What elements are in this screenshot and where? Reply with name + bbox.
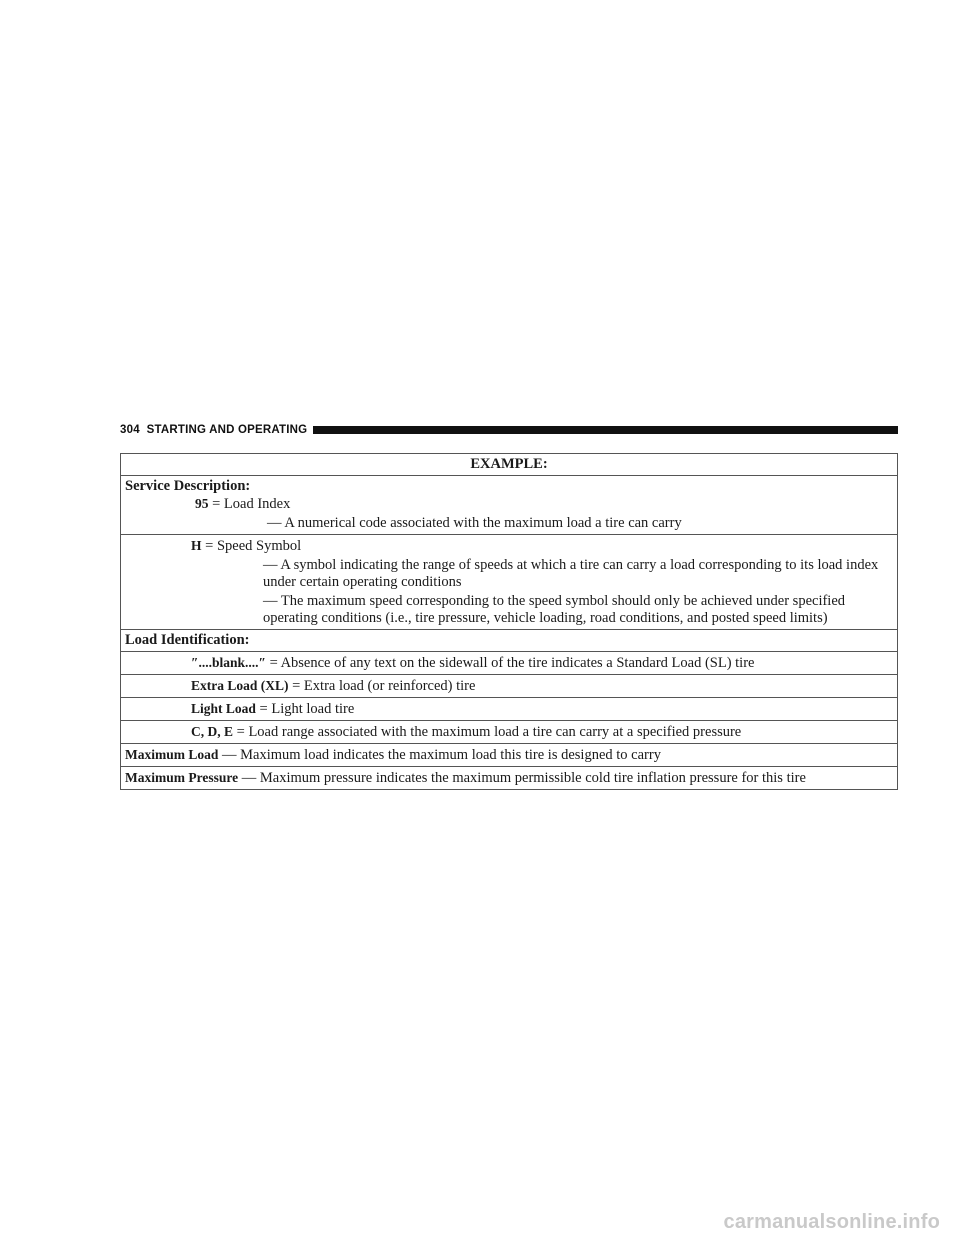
- maximum-load-text: — Maximum load indicates the maximum load this tire is designed to carry: [222, 747, 661, 763]
- page-header: [120, 421, 898, 439]
- load-id-range-cell: [121, 721, 898, 744]
- maximum-load-row: [121, 744, 898, 767]
- speed-symbol-note-2: — The maximum speed corresponding to the speed symbol should only be achieved under specified operating conditions (i.e., tire pressure, vehicle loading, road conditions, and posted speed limits): [263, 593, 846, 626]
- service-description-row: [121, 476, 898, 535]
- speed-symbol-cell: [121, 535, 898, 630]
- load-id-blank-cell: [121, 652, 898, 675]
- load-id-term: C, D, E: [191, 724, 234, 739]
- table-row: [121, 675, 898, 698]
- load-id-text: = Absence of any text on the sidewall of the tire indicates a Standard Load (SL) tire: [269, 655, 755, 671]
- maximum-pressure-term: Maximum Pressure: [125, 770, 239, 785]
- load-id-term: ″....blank....″: [191, 655, 266, 670]
- load-identification-cell: [121, 630, 898, 652]
- maximum-load-cell: [121, 744, 898, 767]
- section-title: STARTING AND OPERATING: [146, 424, 308, 436]
- speed-symbol-entry: [191, 537, 893, 555]
- table-header: EXAMPLE:: [121, 454, 898, 476]
- service-description-cell: [121, 476, 898, 535]
- speed-symbol-text: = Speed Symbol: [205, 538, 302, 554]
- load-index-note: — A numerical code associated with the maximum load a tire can carry: [267, 515, 682, 531]
- load-identification-row: [121, 630, 898, 652]
- load-id-text: = Load range associated with the maximum load a tire can carry at a specified pressure: [236, 724, 742, 740]
- load-index-code: 95: [195, 496, 209, 511]
- load-id-term: Light Load: [191, 701, 256, 716]
- table-row: [121, 652, 898, 675]
- load-id-text: = Light load tire: [259, 701, 355, 717]
- table-header-row: [121, 454, 898, 476]
- maximum-pressure-text: — Maximum pressure indicates the maximum permissible cold tire inflation pressure for this tire: [241, 770, 806, 786]
- tire-spec-table: [120, 453, 898, 790]
- table-row: [121, 721, 898, 744]
- load-id-text: = Extra load (or reinforced) tire: [292, 678, 476, 694]
- maximum-pressure-row: [121, 767, 898, 790]
- load-id-xl-cell: [121, 675, 898, 698]
- service-description-label: Service Description:: [125, 478, 251, 494]
- load-index-entry: [125, 495, 893, 513]
- maximum-pressure-cell: [121, 767, 898, 790]
- page-number: 304: [120, 424, 140, 436]
- table-row: [121, 698, 898, 721]
- maximum-load-term: Maximum Load: [125, 747, 219, 762]
- load-index-text: = Load Index: [212, 496, 291, 512]
- speed-symbol-code: H: [191, 538, 202, 553]
- page-footer: [0, 1200, 960, 1242]
- load-id-light-cell: [121, 698, 898, 721]
- page-header-text: [120, 424, 307, 436]
- watermark-text[interactable]: carmanualsonline.info: [723, 1211, 940, 1233]
- speed-symbol-note-1: — A symbol indicating the range of speeds at which a tire can carry a load corresponding to its load index under certain operating conditions: [263, 557, 879, 590]
- speed-symbol-row: [121, 535, 898, 630]
- load-identification-label: Load Identification:: [125, 632, 250, 648]
- header-rule: [313, 426, 898, 434]
- load-id-term: Extra Load (XL): [191, 678, 289, 693]
